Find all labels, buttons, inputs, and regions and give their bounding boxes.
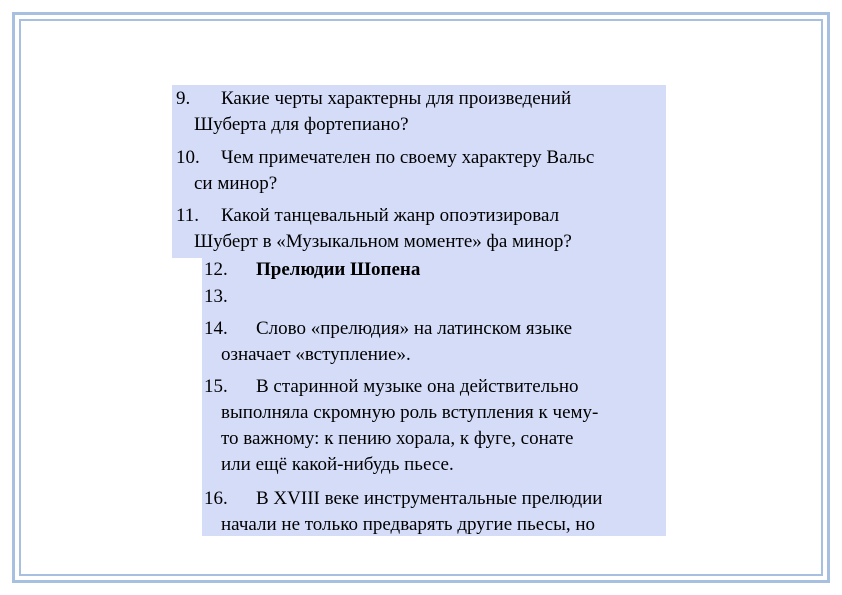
list-item-line: начали не только предварять другие пьесы, но xyxy=(221,514,596,535)
list-item-10 xyxy=(176,145,594,197)
list-item-15 xyxy=(204,374,598,478)
list-item-line: В старинной музыке она действительно xyxy=(256,376,579,397)
list-item-line: Шуберт в «Музыкальном моменте» фа минор? xyxy=(194,231,572,252)
list-item-line: означает «вступление». xyxy=(221,344,411,365)
list-item-line: Шуберта для фортепиано? xyxy=(194,114,409,135)
list-item-line: В XVIII веке инструментальные прелюдии xyxy=(256,488,603,509)
list-item-number: 10. xyxy=(176,147,200,168)
list-item-line: Слово «прелюдия» на латинском языке xyxy=(256,318,573,339)
list-item-11 xyxy=(176,203,572,255)
list-item-number: 15. xyxy=(204,376,228,397)
list-item-line: то важному: к пению хорала, к фуге, сонате xyxy=(221,428,574,449)
list-item-number: 11. xyxy=(176,205,200,226)
section-heading: Прелюдии Шопена xyxy=(256,259,421,280)
list-item-9 xyxy=(176,86,571,138)
list-item-12 xyxy=(204,257,420,283)
list-item-16 xyxy=(204,486,602,538)
list-item-number: 14. xyxy=(204,318,228,339)
list-item-line: или ещё какой-нибудь пьесе. xyxy=(221,454,454,475)
list-item-line: Какие черты характерны для произведений xyxy=(221,88,572,109)
list-item-14 xyxy=(204,316,572,368)
list-item-number: 12. xyxy=(204,259,228,280)
list-item-number: 13. xyxy=(204,286,228,307)
list-item-number: 16. xyxy=(204,488,228,509)
list-item-line: Какой танцевальный жанр опоэтизировал xyxy=(221,205,560,226)
list-item-number: 9. xyxy=(176,88,191,109)
list-item-line: Чем примечателен по своему характеру Вальс xyxy=(221,147,595,168)
list-item-line: си минор? xyxy=(194,173,278,194)
list-item-line: выполняла скромную роль вступления к чему- xyxy=(221,402,599,423)
